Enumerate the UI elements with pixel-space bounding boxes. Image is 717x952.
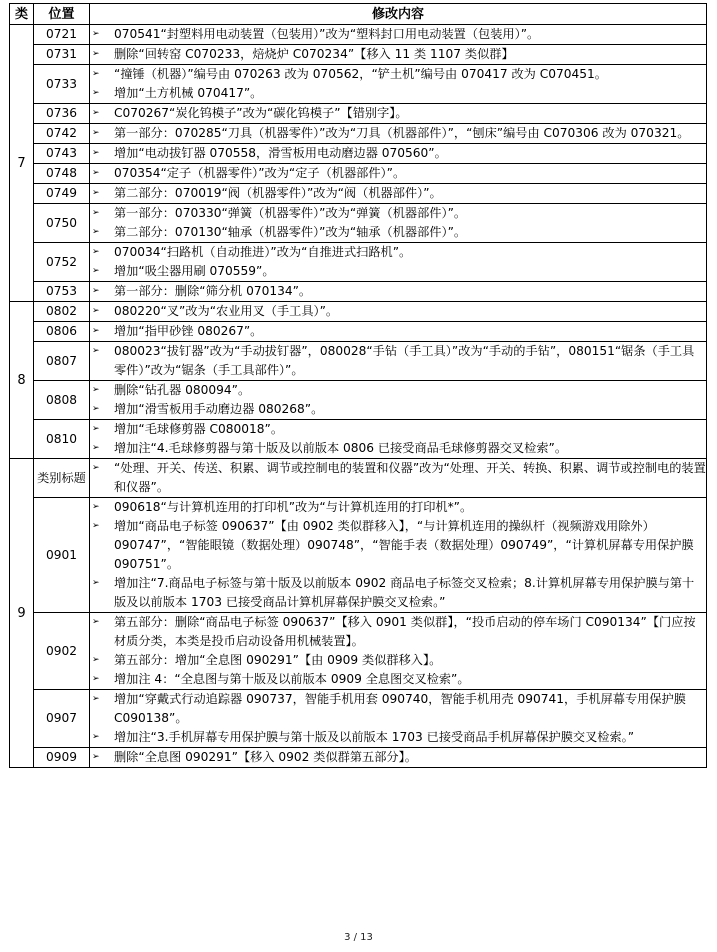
change-item [90,574,706,612]
arrow-bullet-icon: ➢ [92,694,100,704]
arrow-bullet-icon: ➢ [92,108,100,118]
content-cell [90,25,707,45]
change-text: 第五部分：删除“商品电子标签 090637”【移入 0901 类似群】，“投币启动的停车场门 C090134”【门应按材质分类，本类是投币启动设备用机械装置】。 [114,615,696,648]
arrow-bullet-icon: ➢ [92,521,100,531]
arrow-bullet-icon: ➢ [92,208,100,218]
content-cell [90,302,707,322]
change-item [90,728,706,747]
change-text: 增加注“7.商品电子标签与第十版及以前版本 0902 商品电子标签交叉检索；8.计算机屏幕专用保护膜与第十版及以前版本 1703 已接受商品计算机屏幕保护膜交叉检索。” [114,576,695,609]
change-item [90,223,706,242]
content-cell [90,164,707,184]
change-text: 增加“滑雪板用手动磨边器 080268”。 [114,402,324,416]
change-item [90,282,706,301]
position-cell: 0807 [34,342,90,381]
content-cell [90,184,707,204]
arrow-bullet-icon: ➢ [92,188,100,198]
table-row [10,498,707,613]
change-text: 增加“电动拔钉器 070558，滑雪板用电动磨边器 070560”。 [114,146,447,160]
content-cell [90,459,707,498]
position-cell: 0742 [34,124,90,144]
header-row [10,4,707,25]
change-text: 070034“扫路机（自动推进）”改为“自推进式扫路机”。 [114,245,412,259]
change-item [90,243,706,262]
table-row [10,690,707,748]
change-text: 080023“拔钉器”改为“手动拔钉器”，080028“手钻（手工具）”改为“手动的手钻”，080151“锯条（手工具零件）”改为“锯条（手工具部件）”。 [114,344,695,377]
position-cell: 0752 [34,243,90,282]
content-cell [90,124,707,144]
table-row [10,381,707,420]
change-item [90,381,706,400]
change-text: 第二部分：070019“阀（机器零件）”改为“阀（机器部件）”。 [114,186,442,200]
position-cell: 0901 [34,498,90,613]
arrow-bullet-icon: ➢ [92,247,100,257]
arrow-bullet-icon: ➢ [92,463,100,473]
table-body [10,25,707,768]
change-text: 增加注 4：“全息图与第十版及以前版本 0909 全息图交叉检索”。 [114,672,470,686]
position-cell: 0808 [34,381,90,420]
table-row [10,302,707,322]
content-cell [90,690,707,748]
arrow-bullet-icon: ➢ [92,578,100,588]
content-cell [90,322,707,342]
change-text: 第五部分：增加“全息图 090291”【由 0909 类似群移入】。 [114,653,442,667]
arrow-bullet-icon: ➢ [92,752,100,762]
change-item [90,164,706,183]
change-text: 第一部分：删除“筛分机 070134”。 [114,284,312,298]
change-item [90,84,706,103]
arrow-bullet-icon: ➢ [92,326,100,336]
position-cell: 0748 [34,164,90,184]
change-text: 增加“毛球修剪器 C080018”。 [114,422,284,436]
arrow-bullet-icon: ➢ [92,443,100,453]
change-text: 增加注“3.手机屏幕专用保护膜与第十版及以前版本 1703 已接受商品手机屏幕保护膜交叉检索。” [114,730,635,744]
arrow-bullet-icon: ➢ [92,49,100,59]
change-text: 删除“全息图 090291”【移入 0902 类似群第五部分】。 [114,750,417,764]
change-item [90,25,706,44]
position-cell: 类别标题 [34,459,90,498]
position-cell: 0802 [34,302,90,322]
content-cell [90,204,707,243]
page-number: 3 / 13 [344,932,373,943]
table-row [10,45,707,65]
arrow-bullet-icon: ➢ [92,148,100,158]
class-cell: 8 [10,302,34,459]
change-text: 增加注“4.毛球修剪器与第十版及以前版本 0806 已接受商品毛球修剪器交叉检索”。 [114,441,568,455]
header-content: 修改内容 [90,4,707,25]
position-cell: 0749 [34,184,90,204]
content-cell [90,104,707,124]
table-row [10,184,707,204]
position-cell: 0902 [34,613,90,690]
position-cell: 0750 [34,204,90,243]
arrow-bullet-icon: ➢ [92,306,100,316]
change-text: 删除“回转窑 C070233，焙烧炉 C070234”【移入 11 类 1107 类似群】 [114,47,514,61]
position-cell: 0731 [34,45,90,65]
arrow-bullet-icon: ➢ [92,346,100,356]
content-cell [90,498,707,613]
change-item [90,144,706,163]
change-text: 070541“封塑料用电动装置（包装用）”改为“塑料封口用电动装置（包装用）”。 [114,27,540,41]
content-cell [90,144,707,164]
change-text: 090618“与计算机连用的打印机”改为“与计算机连用的打印机*”。 [114,500,473,514]
change-item [90,439,706,458]
change-item [90,400,706,419]
change-item [90,748,706,767]
table-row [10,420,707,459]
class-cell: 9 [10,459,34,768]
content-cell [90,613,707,690]
change-item [90,459,706,497]
change-text: 增加“指甲砂锉 080267”。 [114,324,263,338]
arrow-bullet-icon: ➢ [92,128,100,138]
position-cell: 0736 [34,104,90,124]
change-text: 第二部分：070130“轴承（机器零件）”改为“轴承（机器部件）”。 [114,225,467,239]
change-item [90,184,706,203]
arrow-bullet-icon: ➢ [92,69,100,79]
table-row [10,342,707,381]
content-cell [90,748,707,768]
table-row [10,104,707,124]
change-text: 增加“穿戴式行动追踪器 090737，智能手机用套 090740，智能手机用壳 090741，手机屏幕专用保护膜 C090138”。 [114,692,686,725]
arrow-bullet-icon: ➢ [92,674,100,684]
change-text: 删除“钻孔器 080094”。 [114,383,251,397]
content-cell [90,420,707,459]
position-cell: 0743 [34,144,90,164]
arrow-bullet-icon: ➢ [92,732,100,742]
change-text: 增加“土方机械 070417”。 [114,86,263,100]
change-text: C070267“炭化钨模子”改为“碳化钨模子”【错别字】。 [114,106,408,120]
table-row [10,144,707,164]
change-item [90,302,706,321]
position-cell: 0721 [34,25,90,45]
arrow-bullet-icon: ➢ [92,424,100,434]
position-cell: 0733 [34,65,90,104]
table-row [10,25,707,45]
amendment-table [9,3,707,768]
change-item [90,342,706,380]
content-cell [90,381,707,420]
position-cell: 0909 [34,748,90,768]
header-class: 类 [10,4,34,25]
change-item [90,45,706,64]
change-item [90,322,706,341]
change-item [90,613,706,651]
position-cell: 0753 [34,282,90,302]
change-item [90,690,706,728]
table-row [10,65,707,104]
table-row [10,124,707,144]
position-cell: 0907 [34,690,90,748]
change-text: 070354“定子（机器零件）”改为“定子（机器部件）”。 [114,166,406,180]
change-text: “处理、开关、传送、积累、调节或控制电的装置和仪器”改为“处理、开关、转换、积累、调节或控制电的装置和仪器”。 [114,461,706,494]
arrow-bullet-icon: ➢ [92,29,100,39]
table-row [10,748,707,768]
change-item [90,651,706,670]
content-cell [90,45,707,65]
change-item [90,420,706,439]
change-text: 增加“吸尘器用刷 070559”。 [114,264,275,278]
arrow-bullet-icon: ➢ [92,266,100,276]
class-cell: 7 [10,25,34,302]
arrow-bullet-icon: ➢ [92,227,100,237]
content-cell [90,342,707,381]
change-text: “撞锤（机器）”编号由 070263 改为 070562，“铲土机”编号由 070417 改为 C070451。 [114,67,607,81]
table-row [10,322,707,342]
content-cell [90,243,707,282]
arrow-bullet-icon: ➢ [92,655,100,665]
change-item [90,65,706,84]
change-item [90,204,706,223]
arrow-bullet-icon: ➢ [92,286,100,296]
change-text: 第一部分：070285“刀具（机器零件）”改为“刀具（机器部件）”，“刨床”编号由 C070306 改为 070321。 [114,126,690,140]
change-item [90,104,706,123]
position-cell: 0810 [34,420,90,459]
arrow-bullet-icon: ➢ [92,168,100,178]
position-cell: 0806 [34,322,90,342]
table-row [10,204,707,243]
arrow-bullet-icon: ➢ [92,404,100,414]
table-row [10,459,707,498]
change-item [90,124,706,143]
change-item [90,262,706,281]
change-text: 080220“叉”改为“农业用叉（手工具）”。 [114,304,339,318]
content-cell [90,65,707,104]
arrow-bullet-icon: ➢ [92,385,100,395]
header-position: 位置 [34,4,90,25]
table-row [10,613,707,690]
table-row [10,243,707,282]
content-cell [90,282,707,302]
change-text: 第一部分：070330“弹簧（机器零件）”改为“弹簧（机器部件）”。 [114,206,467,220]
table-row [10,282,707,302]
arrow-bullet-icon: ➢ [92,617,100,627]
change-item [90,517,706,574]
table-row [10,164,707,184]
change-text: 增加“商品电子标签 090637”【由 0902 类似群移入】，“与计算机连用的操纵杆（视频游戏用除外）090747”，“智能眼镜（数据处理）090748”，“智能手表（数据处理）090749”，“计算机屏幕专用保护膜 090751”。 [114,519,694,571]
change-item [90,498,706,517]
arrow-bullet-icon: ➢ [92,88,100,98]
arrow-bullet-icon: ➢ [92,502,100,512]
change-item [90,670,706,689]
